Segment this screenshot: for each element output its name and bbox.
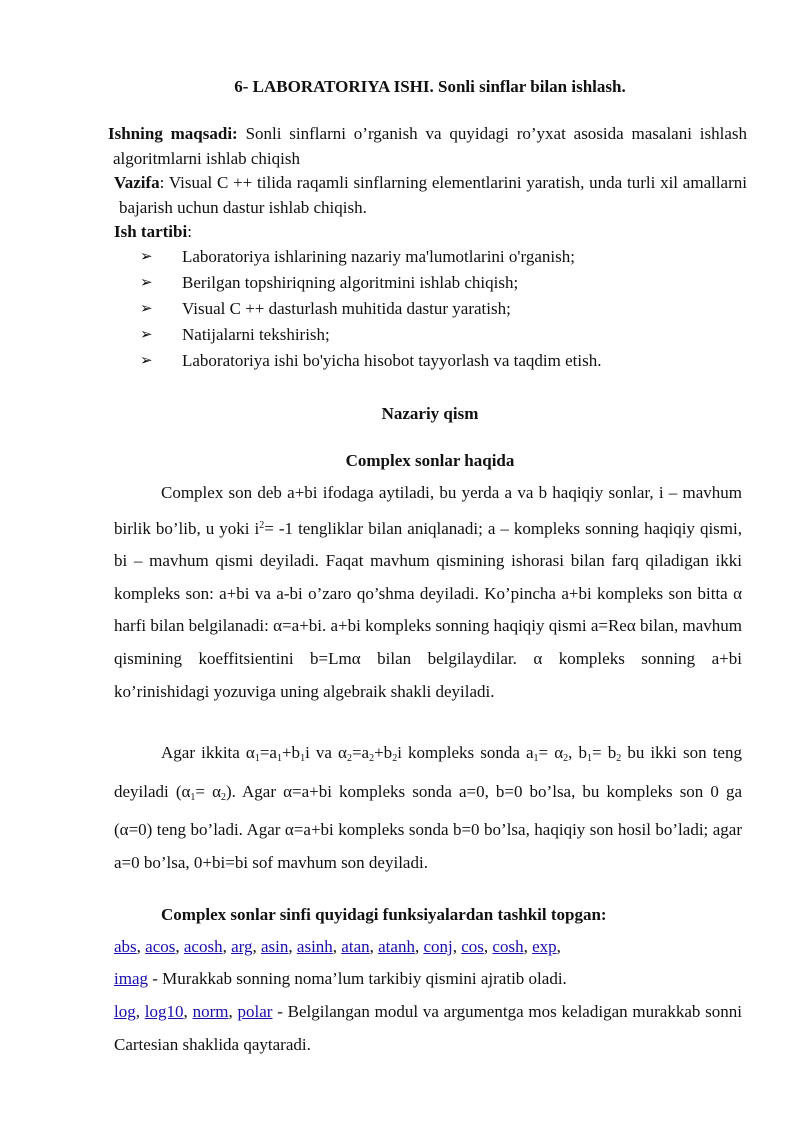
goal-paragraph xyxy=(108,122,747,171)
list-item: ➢ Laboratoriya ishi bo'yicha hisobot tayyorlash va taqdim etish. xyxy=(140,348,601,374)
function-link[interactable]: atan xyxy=(341,937,370,956)
list-item: ➢ Natijalarni tekshirish; xyxy=(140,322,601,348)
function-link[interactable]: asinh xyxy=(296,937,333,956)
polar-group-paragraph: log, log10, norm, polar - Belgilangan modul va argumentga mos keladigan murakkab sonni Cartesian shaklida qaytaradi. xyxy=(114,1002,743,1054)
list-item: ➢ Laboratoriya ishlarining nazariy ma'lumotlarini o'rganish; xyxy=(140,244,601,270)
functions-heading: Complex sonlar sinfi quyidagi funksiyalardan tashkil topgan: xyxy=(161,905,607,924)
imag-line: imag - Murakkab sonning noma’lum tarkibiy qismini ajratib oladi. xyxy=(114,969,567,988)
task-text: : Visual C ++ tilida raqamli sinflarning elementlarini yaratish, unda turli xil amallarni bajarish uchun dastur ishlab chiqish. xyxy=(119,173,747,217)
function-link-log10[interactable]: log10 xyxy=(144,1002,184,1021)
function-link-norm[interactable]: norm xyxy=(192,1002,229,1021)
procedure-label: Ish tartibi xyxy=(114,222,188,241)
function-link[interactable]: conj xyxy=(423,937,453,956)
function-link[interactable]: cosh xyxy=(492,937,524,956)
function-link[interactable]: arg xyxy=(231,937,253,956)
procedure-list xyxy=(140,244,601,374)
page-title: 6- LABORATORIYA ISHI. Sonli sinflar bilan ishlash. xyxy=(234,77,626,96)
function-link[interactable]: asin xyxy=(261,937,289,956)
function-link-imag[interactable]: imag xyxy=(114,969,148,988)
arrow-bullet-icon: ➢ xyxy=(140,301,153,317)
goal-label: Ishning maqsadi: xyxy=(108,124,238,143)
paragraph-complex-definition: Complex son deb a+bi ifodaga aytiladi, bu yerda a va b haqiqiy sonlar, i – mavhum birlik bo’lib, u yoki $i^2= -1$ tengliklar bilan aniqlanadi; a – kompleks sonning haqiqiy qismi, bi – mavhum qismi deyiladi. Faqat mavhum qismining ishorasi bilan farq qiladigan ikki kompleks son: a+bi va a-bi o’zaro qo’shma deyiladi. Ko’pincha a+bi kompleks son bitta α harfi bilan belgilanadi: α=a+bi. a+bi kompleks sonning haqiqiy qismi a=Reα bilan, mavhum qismining koeffitsientini b=Lmα bilan belgilaydilar. α kompleks sonning a+bi ko’rinishidagi yozuviga uning algebraik shakli deyiladi. xyxy=(114,483,742,701)
subsection-title: Complex sonlar haqida xyxy=(345,451,515,470)
function-link[interactable]: acos xyxy=(145,937,176,956)
function-link[interactable]: abs xyxy=(114,937,137,956)
arrow-bullet-icon: ➢ xyxy=(140,249,153,265)
function-links-line: abs, acos, acosh, arg, asin, asinh, atan, atanh, conj, cos, cosh, exp, xyxy=(114,937,561,956)
goal-text: Sonli sinflarni o’rganish va quyidagi ro’yxat asosida masalani ishlash algoritmlarni ishlab chiqish xyxy=(113,124,748,168)
arrow-bullet-icon: ➢ xyxy=(140,353,153,369)
task-label: Vazifa xyxy=(114,173,160,192)
function-link-log[interactable]: log xyxy=(114,1002,136,1021)
section-title: Nazariy qism xyxy=(381,404,479,423)
procedure-colon: : xyxy=(187,222,192,241)
paragraph-equality: Agar ikkita $\alpha_1=a_1+b_1i$ va $\alpha_2=a_2+b_2i$ kompleks sonda $a_1= \alpha_2$, $b_1= b_2$ bu ikki son teng deyiladi $(\alpha_1= \alpha_2)$. Agar α=a+bi kompleks sonda a=0, b=0 bo’lsa, bu kompleks son 0 ga (α=0) teng bo’ladi. Agar α=a+bi kompleks sonda b=0 bo’lsa, haqiqiy son hosil bo’ladi; agar a=0 bo’lsa, 0+bi=bi sof mavhum son deyiladi. xyxy=(114,743,743,872)
arrow-bullet-icon: ➢ xyxy=(140,327,153,343)
arrow-bullet-icon: ➢ xyxy=(140,275,153,291)
function-link[interactable]: acosh xyxy=(183,937,223,956)
task-paragraph xyxy=(114,171,747,220)
list-item: ➢ Visual C ++ dasturlash muhitida dastur yaratish; xyxy=(140,296,601,322)
function-link[interactable]: cos xyxy=(461,937,484,956)
function-link[interactable]: exp xyxy=(532,937,557,956)
procedure-heading xyxy=(114,220,742,245)
list-item: ➢ Berilgan topshiriqning algoritmini ishlab chiqish; xyxy=(140,270,601,296)
function-link[interactable]: atanh xyxy=(378,937,415,956)
function-link-polar[interactable]: polar xyxy=(237,1002,273,1021)
